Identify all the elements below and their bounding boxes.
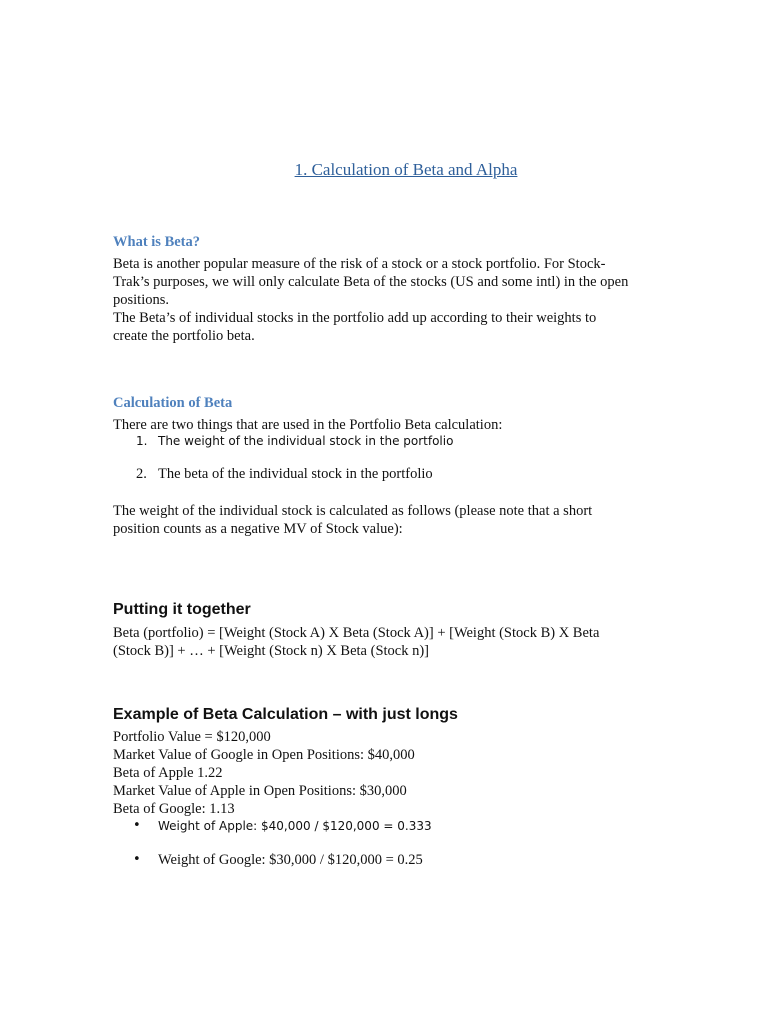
example-heading: Example of Beta Calculation – with just longs xyxy=(113,706,458,723)
bullet-icon: • xyxy=(133,818,141,833)
document-title: 1. Calculation of Beta and Alpha xyxy=(294,160,518,179)
what-is-beta-line: create the portfolio beta. xyxy=(113,328,255,344)
calculation-of-beta-heading: Calculation of Beta xyxy=(113,395,233,411)
putting-together-heading: Putting it together xyxy=(113,601,251,618)
weight-note-line: The weight of the individual stock is calculated as follows (please note that a short xyxy=(113,503,593,519)
list-item-number: 1. xyxy=(136,434,148,448)
list-item-text: The beta of the individual stock in the portfolio xyxy=(158,466,433,482)
what-is-beta-line: The Beta’s of individual stocks in the portfolio add up according to their weights to xyxy=(113,310,597,326)
example-line: Market Value of Google in Open Positions: $40,000 xyxy=(113,747,415,763)
example-line: Beta of Apple 1.22 xyxy=(113,765,223,781)
bullet-text: Weight of Google: $30,000 / $120,000 = 0.25 xyxy=(158,852,423,868)
what-is-beta-line: Trak’s purposes, we will only calculate Beta of the stocks (US and some intl) in the open xyxy=(113,274,629,290)
list-item-number: 2. xyxy=(136,466,147,482)
example-line: Market Value of Apple in Open Positions: $30,000 xyxy=(113,783,407,799)
formula-line: Beta (portfolio) = [Weight (Stock A) X Beta (Stock A)] + [Weight (Stock B) X Beta xyxy=(113,625,600,641)
what-is-beta-line: Beta is another popular measure of the risk of a stock or a stock portfolio. For Stock- xyxy=(113,256,606,272)
weight-note-line: position counts as a negative MV of Stock value): xyxy=(113,521,403,537)
bullet-icon: • xyxy=(133,852,141,867)
list-item xyxy=(0,852,768,870)
calculation-intro: There are two things that are used in the Portfolio Beta calculation: xyxy=(113,417,503,433)
example-line: Beta of Google: 1.13 xyxy=(113,801,235,817)
list-item xyxy=(0,434,768,452)
what-is-beta-line: positions. xyxy=(113,292,169,308)
what-is-beta-heading: What is Beta? xyxy=(113,234,200,250)
list-item xyxy=(0,466,768,484)
example-line: Portfolio Value = $120,000 xyxy=(113,729,271,745)
list-item-text: The weight of the individual stock in the portfolio xyxy=(158,434,454,448)
bullet-text: Weight of Apple: $40,000 / $120,000 = 0.333 xyxy=(158,819,432,833)
formula-line: (Stock B)] + … + [Weight (Stock n) X Beta (Stock n)] xyxy=(113,643,430,659)
list-item xyxy=(0,818,768,836)
